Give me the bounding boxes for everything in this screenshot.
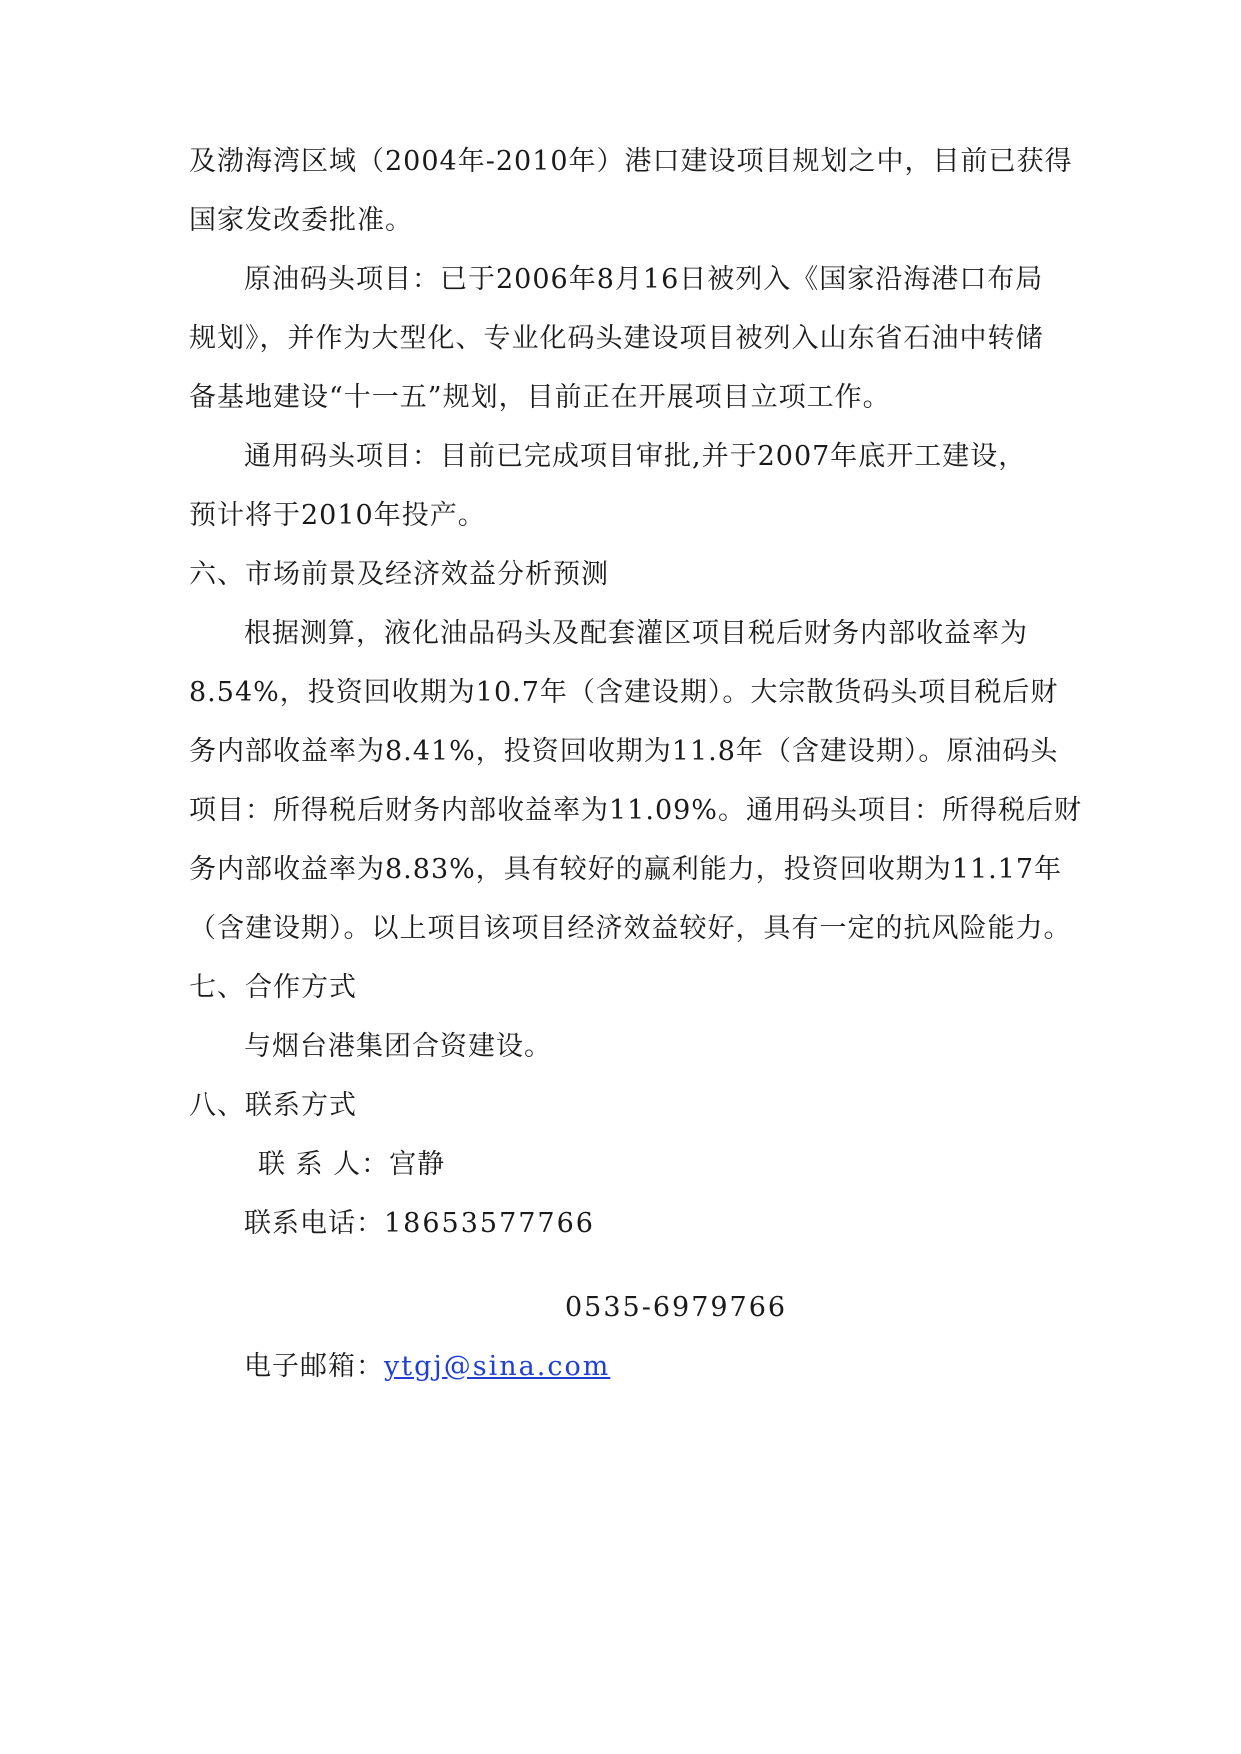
section-heading: 六、市场前景及经济效益分析预测 <box>189 559 609 590</box>
paragraph-line: 8.54%，投资回收期为10.7年（含建设期）。大宗散货码头项目税后财 <box>189 677 1059 708</box>
paragraph-line: 根据测算，液化油品码头及配套灌区项目税后财务内部收益率为 <box>244 618 1028 649</box>
section-heading: 七、合作方式 <box>189 972 357 1003</box>
contact-phone <box>244 1204 595 1244</box>
contact-phone-landline: 0535-6979766 <box>565 1292 788 1323</box>
paragraph-line: 项目：所得税后财务内部收益率为11.09%。通用码头项目：所得税后财 <box>189 795 1082 826</box>
paragraph-line: 及渤海湾区域（2004年-2010年）港口建设项目规划之中，目前已获得 <box>189 146 1073 177</box>
paragraph-line: 预计将于2010年投产。 <box>189 500 486 531</box>
paragraph-line: 通用码头项目：目前已完成项目审批,并于2007年底开工建设， <box>244 441 1027 472</box>
paragraph-line: 务内部收益率为8.83%，具有较好的赢利能力，投资回收期为11.17年 <box>189 854 1063 885</box>
contact-person <box>258 1145 445 1185</box>
contact-phone-label: 联系电话： <box>244 1208 384 1239</box>
contact-email <box>244 1347 610 1387</box>
contact-email-label: 电子邮箱： <box>244 1351 384 1382</box>
paragraph-line: 备基地建设“十一五”规划，目前正在开展项目立项工作。 <box>189 382 891 413</box>
paragraph-line: 规划》，并作为大型化、专业化码头建设项目被列入山东省石油中转储 <box>189 323 1044 354</box>
paragraph-line: 与烟台港集团合资建设。 <box>244 1031 552 1062</box>
paragraph-line: 国家发改委批准。 <box>189 205 413 236</box>
contact-phone-mobile: 18653577766 <box>384 1208 595 1239</box>
section-heading: 八、联系方式 <box>189 1090 357 1121</box>
email-link[interactable]: ytgj@sina.com <box>384 1351 611 1382</box>
paragraph-line: 务内部收益率为8.41%，投资回收期为11.8年（含建设期）。原油码头 <box>189 736 1059 767</box>
contact-person-name: 宫静 <box>389 1149 446 1180</box>
paragraph-line: （含建设期）。以上项目该项目经济效益较好，具有一定的抗风险能力。 <box>189 913 1072 944</box>
paragraph-line: 原油码头项目：已于2006年8月16日被列入《国家沿海港口布局 <box>244 264 1044 295</box>
contact-person-label: 联 系 人： <box>258 1149 390 1180</box>
